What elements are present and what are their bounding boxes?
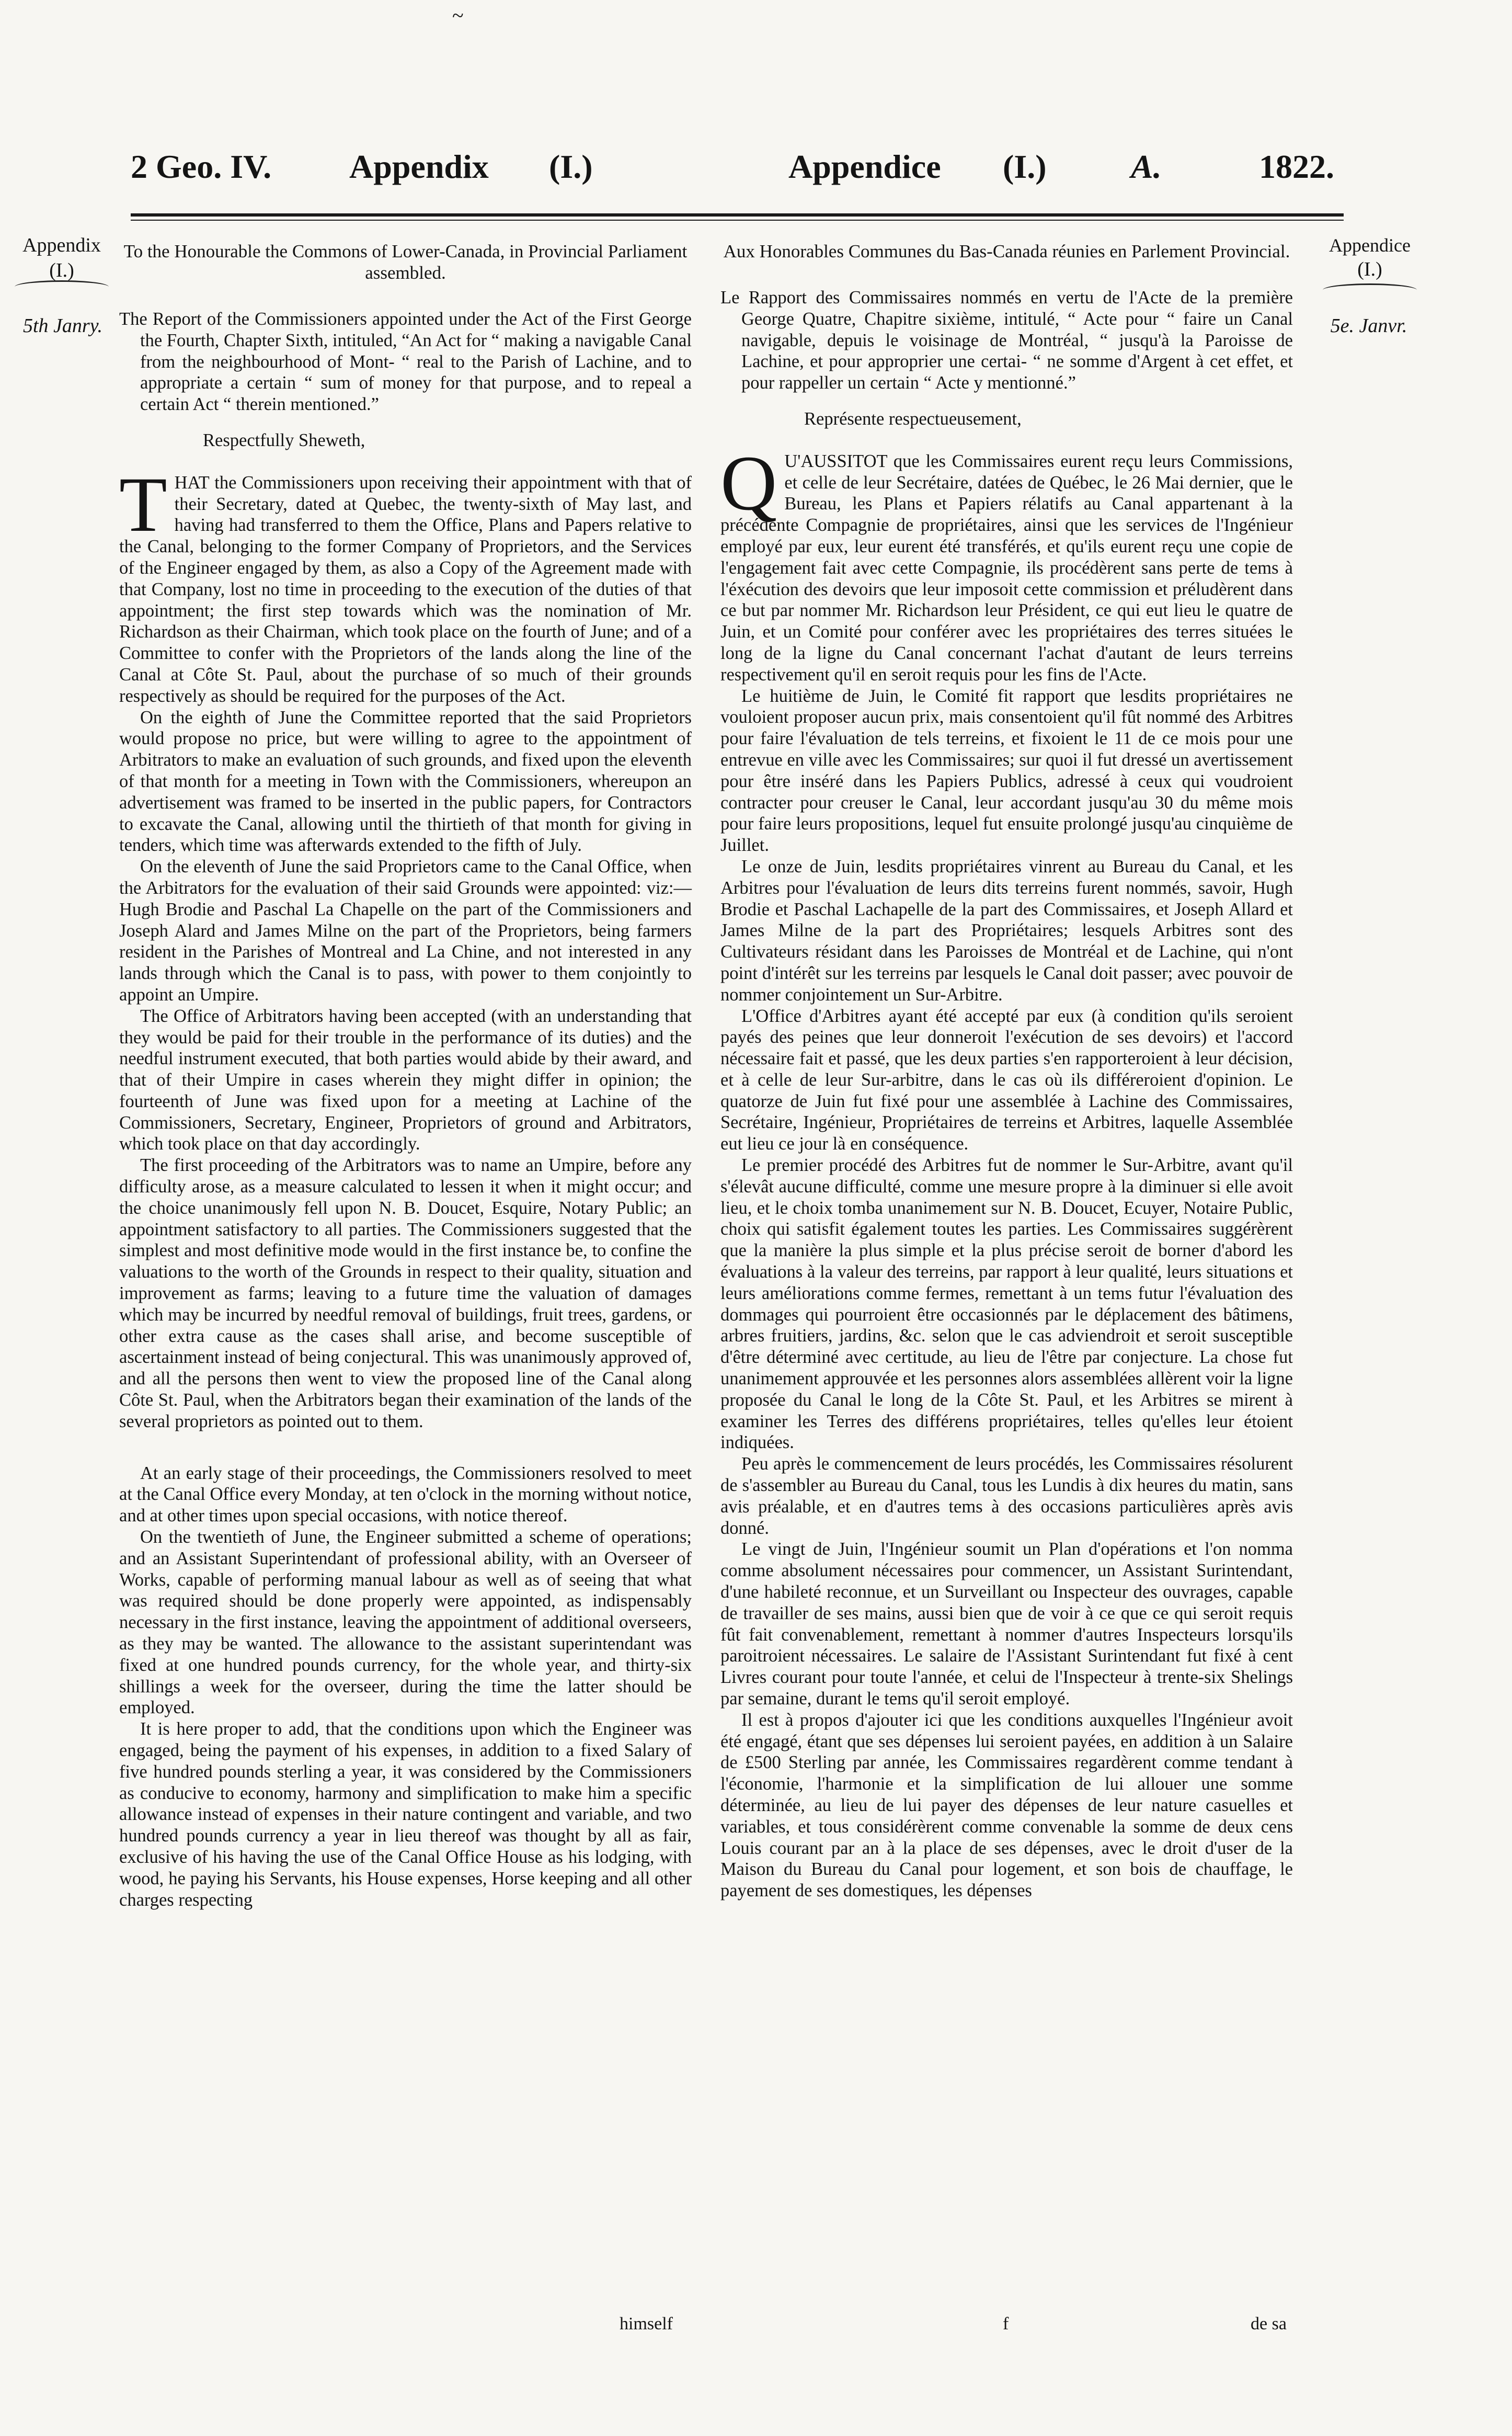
english-paragraph-1: THAT the Commissioners upon receiving their appointment with that of their Secretary, dated at Quebec, the twenty-sixth of May last, and having had transferred to them the Office, Plans and Papers relative to the Canal, belonging to the former Company of Proprietors, and the Services of the Engineer engaged by them, as also a Copy of the Agreement made with that Company, lost no time in proceeding to the execution of the duties of that appointment; the first step towards which was the nomination of Mr. Richardson as their Chairman, which took place on the fourth of June; and of a Committee to confer with the Proprietors of the lands along the line of the Canal at Côte St. Paul, about the purchase of so much of their grounds respectively as should be required for the purposes of the Act. — [119, 461, 692, 706]
margin-left-num: (I.) — [49, 259, 74, 281]
margin-left-appendix: Appendix — [22, 234, 101, 256]
header-letter: A. — [1131, 148, 1162, 185]
french-paragraph-5: Le premier procédé des Arbitres fut de nommer le Sur-Arbitre, avant qu'il s'élevât aucune difficulté, comme une mesure propre à la diminuer si elle avoit lieu, et le choix tomba unanimement sur N. B. Doucet, Ecuyer, Notaire Public, choix qui satisfit également toutes les parties. Les Commissaires suggérèrent que la manière la plus simple et la plus précise seroit de borner d'abord les évaluations à la valeur des terreins, par rapport à leur qualité, leurs situations et leurs améliorations comme fermes, remettant à un tems futur l'évaluation des dommages qui pourroient être occasionnés par le déplacement des bâtimens, arbres fruitiers, jardins, &c. selon que le cas adviendroit et seroit susceptible d'être déterminé avec certitude, au lieu de l'être par conjecture. La chose fut unanimement approuvée et les personnes alors assemblées allèrent voir la ligne proposée du Canal le long de la Côte St. Paul, et les Arbitres se mirent à examiner les Terres des différens propriétaires, telles qu'elles leur étoient indiquées. — [720, 1155, 1293, 1453]
header-appendix-en: Appendix — [349, 148, 489, 185]
margin-right-appendix: Appendice — [1329, 235, 1411, 256]
french-paragraph-4: L'Office d'Arbitres ayant été accepté par eux (à condition qu'ils seroient payés des peines que leur donneroit l'exécution de ses devoirs) et l'accord nécessaire fait et passé, que les deux parties s'en rapporteroient à leur décision, et à celle de leur Sur-arbitre, dans le cas où ils différeroient d'opinion. Le quatorze de Juin fut fixé pour une assemblée à Lachine des Commissaires, Secrétaire, Ingénieur, Propriétaires de terreins et Arbitres, laquelle Assemblée eut lieu ce jour là en conséquence. — [720, 1006, 1293, 1154]
margin-left-date: 5th Janry. — [23, 315, 102, 337]
header-appendix-fr-num: (I.) — [1003, 148, 1047, 185]
english-title: To the Honourable the Commons of Lower-Canada, in Provincial Parliament assembled. — [123, 241, 688, 283]
margin-right-date: 5e. Janvr. — [1330, 315, 1407, 337]
english-paragraph-3: On the eleventh of June the said Proprietors came to the Canal Office, when the Arbitrators for the evaluation of their said Grounds were appointed: viz:—Hugh Brodie and Paschal La Chapelle on the part of the Commissioners and Joseph Alard and James Milne on the part of the Proprietors, being farmers resident in the Parishes of Montreal and La Chine, and not interested in any lands through which the Canal is to pass, with power to them conjointly to appoint an Umpire. — [119, 857, 692, 1005]
french-paragraph-2: Le huitième de Juin, le Comité fit rapport que lesdits propriétaires ne vouloient proposer aucun prix, mais consentoient qu'il fût nommé des Arbitres pour faire l'évaluation de tels terreins, et fixoient le 11 de ce mois pour une entrevue en ville avec les Commissaires; sur quoi il fut dressé un avertissement pour être inséré dans les Papiers Publics, adressé à ceux qui voudroient contracter pour creuser le Canal, leur accordant jusqu'au 30 du même mois pour faire leurs propositions, lequel fut ensuite prolongé jusqu'au cinquième de Juillet. — [720, 686, 1293, 856]
header-rule-thick — [131, 213, 1344, 217]
top-mark: ~ — [452, 4, 464, 27]
header-appendix-fr: Appendice — [788, 148, 941, 185]
french-address: Représente respectueusement, — [804, 408, 1022, 429]
french-paragraph-3: Le onze de Juin, lesdits propriétaires vinrent au Bureau du Canal, et les Arbitres pour l'évaluation de leurs dits terreins furent nommés, savoir, Hugh Brodie et Paschal Lachapelle de la part des Commissaires, et Joseph Allard et James Milne de la part des Propriétaires; lesquels Arbitres sont des Cultivateurs résidant dans les Paroisses de Montréal et de Lachine, qui n'ont point d'intérêt sur les terreins par lesquels le Canal doit passer; avec pouvoir de nommer conjointement un Sur-Arbitre. — [720, 856, 1293, 1005]
header-year: 1822. — [1259, 148, 1334, 185]
margin-right-num: (I.) — [1357, 258, 1382, 280]
french-column — [720, 241, 1293, 1902]
french-paragraph-1: Q U'AUSSITOT que les Commissaires eurent reçu leurs Commissions, et celle de leur Secrétaire, datées de Québec, le 26 Mai dernier, que le Bureau, les Plans et Papiers rélatifs au Canal appartenant à la précédente Compagnie de propriétaires, ainsi que les services de l'Ingénieur employé par eux, leur eurent été transférés, et qu'ils eurent reçu une copie de l'engagement fait avec cette Compagnie, ils procédèrent sans perte de tems à l'éxécution des devoirs que leur imposoit cette commission et préludèrent dans ce but par nommer Mr. Richardson leur Président, ce qui eut lieu le quatre de Juin, et un Comité pour conférer avec les propriétaires des terres situées le long de la ligne du Canal concernant l'achat d'autant de leurs terreins respectivement qu'il en seroit requis pour les fins de l'Acte. — [720, 439, 1293, 685]
french-catchword: de sa — [1251, 2314, 1287, 2333]
french-paragraph-6: Peu après le commencement de leurs procédés, les Commissaires résolurent de s'assembler au Bureau du Canal, tous les Lundis à dix heures du matin, sans avis préalable, et en d'autres tems à des occasions particulières après avis donné. — [720, 1454, 1293, 1538]
french-dropcap: Q — [720, 439, 777, 527]
header-rule-thin — [131, 220, 1344, 221]
english-column — [119, 241, 692, 1910]
header-appendix-en-num: (I.) — [549, 148, 593, 185]
english-report-heading: The Report of the Commissioners appointed under the Act of the First George the Fourth, Chapter Sixth, intituled, “An Act for “ making a navigable Canal from the neighbourhood of Mont- “ real to the Parish of Lachine, and to appropriate a certain “ sum of money for that purpose, and to repeal a certain Act “ therein mentioned.” — [119, 309, 692, 415]
english-catchword: himself — [620, 2314, 673, 2333]
english-paragraph-6: At an early stage of their proceedings, the Commissioners resolved to meet at the Canal Office every Monday, at ten o'clock in the morning without notice, and at other times upon special occasions, with notice thereof. — [119, 1463, 692, 1526]
english-paragraph-7: On the twentieth of June, the Engineer submitted a scheme of operations; and an Assistant Superintendant of professional ability, with an Overseer of Works, capable of performing manual labour as well as of seeing that what was required should be done properly were appointed, as indispensably necessary in the first instance, leaving the appointment of additional overseers, as they may be wanted. The allowance to the assistant superintendant was fixed at one hundred pounds currency, for the whole year, and thirty-six shillings a week for the overseer, during the time the latter should be employed. — [119, 1527, 692, 1718]
english-dropcap: T — [119, 461, 167, 548]
english-paragraph-4: The Office of Arbitrators having been accepted (with an understanding that they would be paid for their trouble in the performance of its duties) and the needful instrument executed, that both parties would abide by their award, and that of their Umpire in cases wherein they might differ in opinion; the fourteenth of June was fixed upon for a meeting at Lachine of the Commissioners, Secretary, Engineer, Proprietors of ground and Arbitrators, which took place on that day accordingly. — [119, 1006, 692, 1154]
french-paragraph-8: Il est à propos d'ajouter ici que les conditions auxquelles l'Ingénieur avoit été engagé, étant que ses dépenses lui seroient payées, en addition à un Salaire de £500 Sterling par année, les Commissaires regardèrent comme tendant à l'économie, l'harmonie et la simplification de lui allouer une somme déterminée, au lieu de lui payer des dépenses de leur nature casuelles et variables, et tous considérèrent comme convenable la somme de deux cens Louis courant par an à la place de ses dépenses, avec le droit d'user de la Maison du Bureau du Canal pour logement, et son bois de chauffage, le payement de ses domestiques, les dépenses — [720, 1710, 1293, 1901]
french-report-heading: Le Rapport des Commissaires nommés en vertu de l'Acte de la première George Quatre, Chapitre sixième, intitulé, “ Acte pour “ faire un Canal navigable, depuis le voisinage de Montréal, “ jusqu'à la Paroisse de Lachine, et pour approprier une certai- “ ne somme d'Argent à cet effet, et pour rappeller un certain “ Acte y mentionné.” — [720, 288, 1293, 393]
french-paragraph-7: Le vingt de Juin, l'Ingénieur soumit un Plan d'opérations et l'on nomma comme absolument nécessaires pour commencer, un Assistant Surintendant, d'une habileté reconnue, et un Surveillant ou Inspecteur des ouvrages, capable de travailler de ses mains, aussi bien que de voir à ce que ce qui seroit requis fût fait convenablement, remettant à nommer d'autres Inspecteurs lorsqu'ils paroitroient nécessaires. Le salaire de l'Assistant Surintendant fut fixé à cent Livres courant pour toute l'année, et celui de l'Inspecteur à trente-six Shelings par semaine, durant le tems qu'il seroit employé. — [720, 1539, 1293, 1709]
english-address: Respectfully Sheweth, — [203, 430, 365, 450]
margin-left-brace — [15, 280, 109, 293]
french-title: Aux Honorables Communes du Bas-Canada réunies en Parlement Provincial. — [723, 241, 1290, 261]
english-paragraph-8: It is here proper to add, that the conditions upon which the Engineer was engaged, being the payment of his expenses, in addition to a fixed Salary of five hundred pounds sterling a year, it was considered by the Commissioners as conducive to economy, harmony and simplification to make him a specific allowance instead of expenses in their nature contingent and variable, and two hundred pounds currency a year in lieu thereof was thought by all as fair, exclusive of his having the use of the Canal Office House as his lodging, with wood, he paying his Servants, his House expenses, Horse keeping and all other charges respecting — [119, 1719, 692, 1910]
margin-right-brace — [1323, 283, 1417, 297]
signature-mark: f — [1003, 2314, 1009, 2333]
english-paragraph-5: The first proceeding of the Arbitrators was to name an Umpire, before any difficulty arose, as a measure calculated to lessen it when it might occur; and the choice unanimously fell upon N. B. Doucet, Esquire, Notary Public; an appointment satisfactory to all parties. The Commissioners suggested that the simplest and most definitive mode would in the first instance be, to confine the valuations to the worth of the Grounds in respect to their quality, situation and improvement as farms; leaving to a future time the valuation of damages which may be incurred by needful removal of buildings, fruit trees, gardens, or other extra cause as the cases shall arise, and become susceptible of ascertainment instead of being conjectural. This was unanimously approved of, and all the persons then went to view the proposed line of the Canal along Côte St. Paul, when the Arbitrators began their examination of the lands of the several proprietors as pointed out to them. — [119, 1155, 692, 1431]
header-session: 2 Geo. IV. — [131, 148, 272, 185]
english-paragraph-2: On the eighth of June the Committee reported that the said Proprietors would propose no price, but were willing to agree to the appointment of Arbitrators to make an evaluation of such grounds, and fixed upon the eleventh of that month for a meeting in Town with the Commissioners, whereupon an advertisement was framed to be inserted in the public papers, for Contractors to excavate the Canal, allowing until the thirtieth of that month for giving in tenders, which time was afterwards extended to the fifth of July. — [119, 707, 692, 856]
